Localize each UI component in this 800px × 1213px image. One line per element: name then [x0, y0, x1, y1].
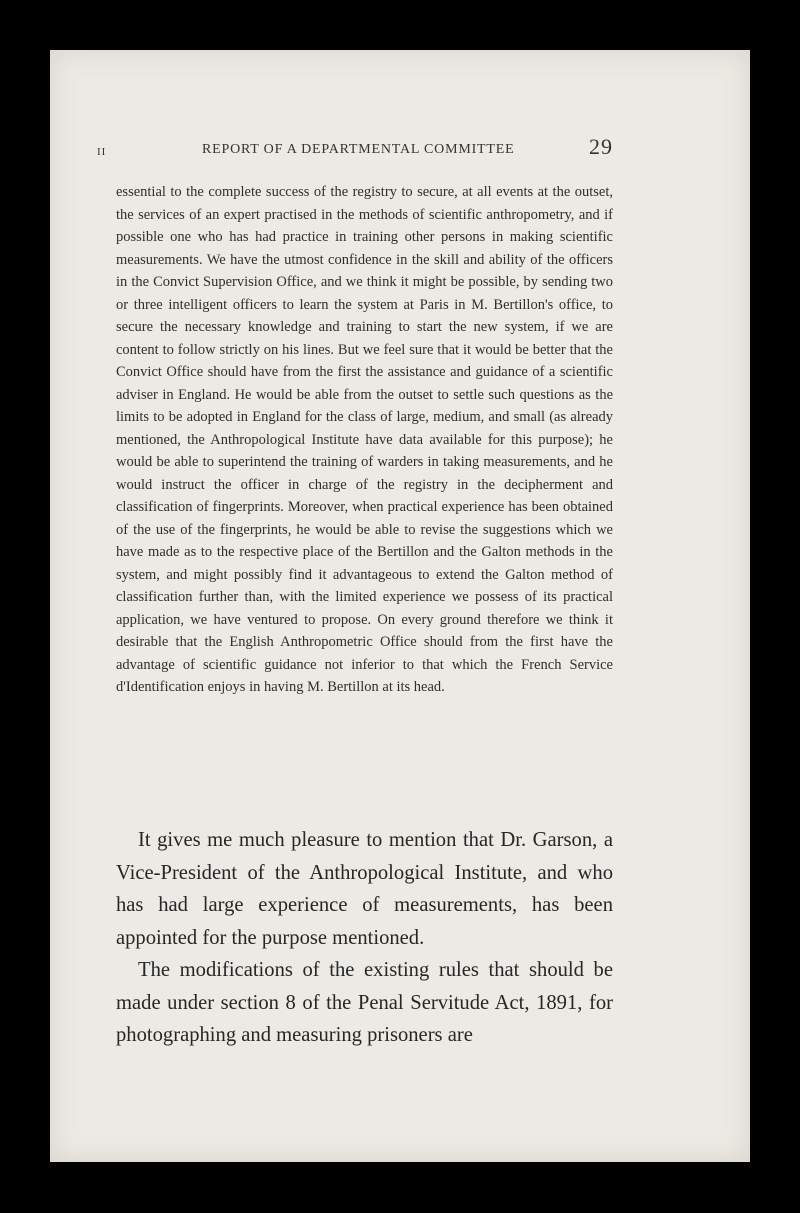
report-quotation-paragraph: essential to the complete success of the registry to secure, at all events at the outset, the services of an expert practised in the methods of scientific anthropometry, and if possible one who has had practice in training other persons in making scientific measurements. We have the utmost confidence in the skill and ability of the officers in the Convict Supervision Office, and we think it might be possible, by sending two or three intelligent officers to learn the system at Paris in M. Bertillon's office, to secure the necessary knowledge and training to start the new system, if we are content to follow strictly on his lines. But we feel sure that it would be better that the Convict Office should have from the first the assistance and guidance of a scientific adviser in England. He would be able from the outset to settle such questions as the limits to be adopted in England for the class of large, medium, and small (as already mentioned, the Anthropological Institute have data available for this purpose); he would be able to superintend the training of warders in taking measurements, and he would instruct the officer in charge of the registry in the decipherment and classification of fingerprints. Moreover, when practical experience has been obtained of the use of the fingerprints, he would be able to revise the suggestions which we have made as to the respective place of the Bertillon and the Galton methods in the system, and might possibly find it advantageous to extend the Galton method of classification further than, with the limited experience we possess of its practical application, we have ventured to propose. On every ground therefore we think it desirable that the English Anthropometric Office should from the first have the advantage of scientific guidance not inferior to that which the French Service d'Identification enjoys in having M. Bertillon at its head.: [116, 184, 613, 695]
signature-mark: II: [97, 146, 107, 158]
body-paragraph-garson: It gives me much pleasure to mention that Dr. Garson, a Vice-President of the Anthropological Institute, and who has had large experience of measurements, has been appointed for the purpose mentioned.: [116, 829, 613, 949]
running-title: REPORT OF A DEPARTMENTAL COMMITTEE: [202, 142, 515, 157]
body-paragraph-modifications: The modifications of the existing rules that should be made under section 8 of the Penal Servitude Act, 1891, for photographing and measuring prisoners are: [116, 959, 613, 1046]
page-number: 29: [589, 134, 613, 159]
page-header: [97, 134, 613, 172]
main-text: [116, 824, 613, 1052]
